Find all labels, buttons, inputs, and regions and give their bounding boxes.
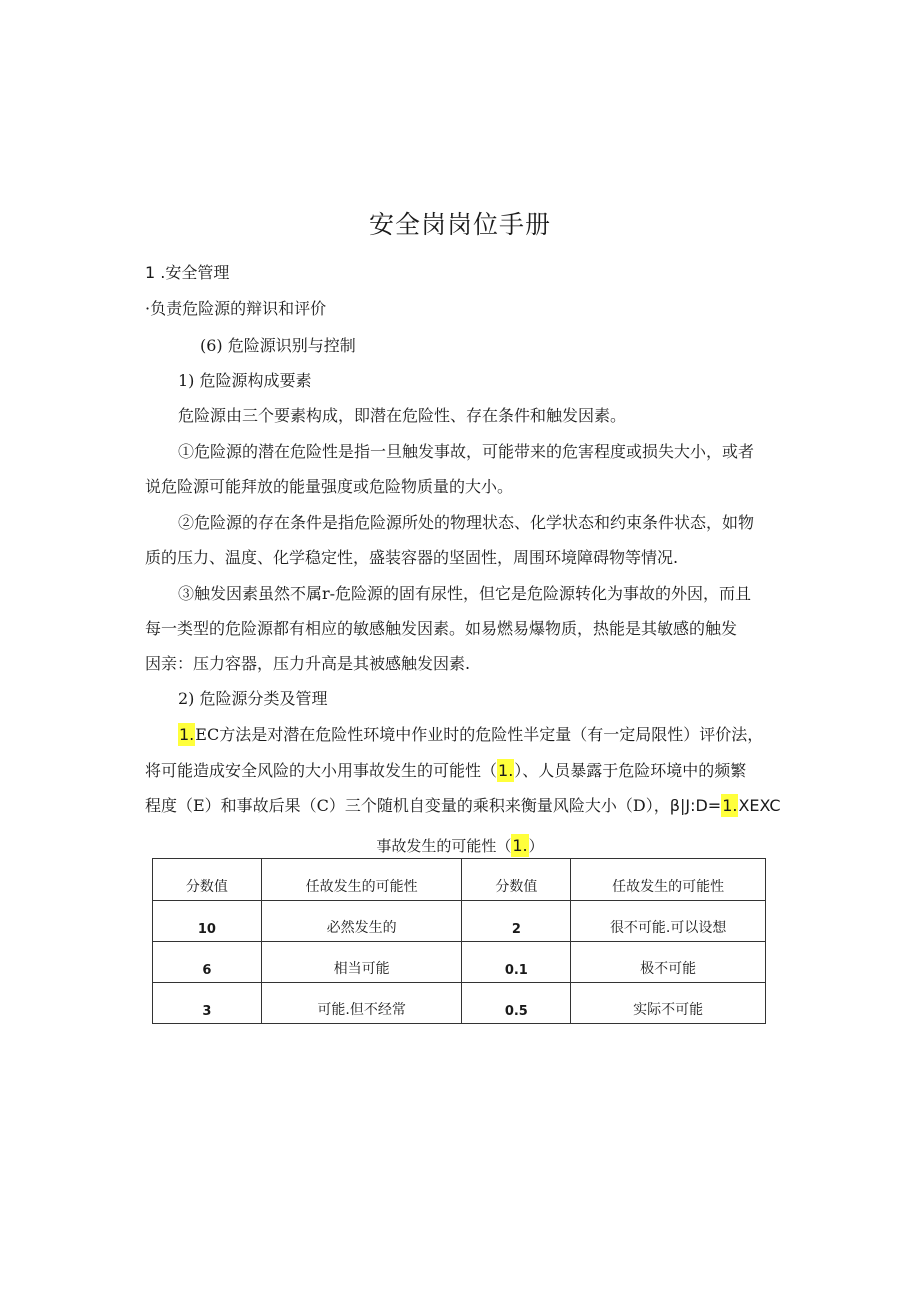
paragraph-1-line-2: 说危险源可能拜放的能量强度或危险物质量的大小。 [145, 477, 514, 496]
table-header-cell: 分数值 [153, 859, 262, 901]
table-row [153, 942, 766, 983]
lec-line-1-text: EC方法是对潜在危险性环境中作业时的危险性半定量（有一定局限性）评价法， [195, 725, 764, 744]
table-header-cell: 分数值 [462, 859, 571, 901]
table-row [153, 901, 766, 942]
table-header-cell: 任故发生的可能性 [571, 859, 766, 901]
likelihood-cell: 相当可能 [261, 942, 461, 983]
lec-line-1 [178, 725, 763, 745]
score-cell: 2 [462, 901, 571, 942]
highlight-mark: 1. [512, 836, 528, 855]
paragraph-3-line-3: 因亲：压力容器，压力升高是其被感触发因素. [145, 654, 471, 673]
paragraph-2-line-1: ②危险源的存在条件是指危险源所处的物理状态、化学状态和约束条件状态，如物 [178, 513, 755, 532]
highlight-mark: 1. [498, 761, 514, 780]
likelihood-cell: 必然发生的 [261, 901, 461, 942]
formula-text: β|J:D= [669, 796, 722, 815]
highlight-mark: 1. [722, 796, 738, 815]
page-title: 安全岗岗位手册 [368, 210, 551, 239]
intro-paragraph: 危险源由三个要素构成，即潜在危险性、存在条件和触发因素。 [178, 406, 627, 425]
caption-text: 事故发生的可能性（ [376, 837, 512, 855]
table-row [153, 983, 766, 1024]
score-cell: 6 [153, 942, 262, 983]
caption-close: ） [528, 837, 544, 855]
section-heading: 1 .安全管理 [145, 263, 230, 282]
lec-line-2-text-b: ）、人员暴露于危险环境中的频繁 [514, 761, 747, 780]
likelihood-cell: 很不可能.可以设想 [571, 901, 766, 942]
bullet-item: ·负责危险源的辩识和评价 [145, 299, 327, 318]
paragraph-2-line-2: 质的压力、温度、化学稳定性，盛装容器的坚固性，周围环境障碍物等情况. [145, 548, 679, 567]
table-header-cell: 任故发生的可能性 [261, 859, 461, 901]
lec-line-2-text-a: 将可能造成安全风险的大小用事故发生的可能性（ [145, 761, 498, 780]
score-cell: 10 [153, 901, 262, 942]
table-caption [0, 835, 920, 856]
likelihood-cell: 极不可能 [571, 942, 766, 983]
subsection-heading: (6) 危险源识别与控制 [200, 336, 356, 355]
score-cell: 3 [153, 983, 262, 1024]
probability-score-table [152, 858, 766, 1024]
lec-line-2 [145, 761, 746, 781]
likelihood-cell: 实际不可能 [571, 983, 766, 1024]
score-cell: 0.5 [462, 983, 571, 1024]
paragraph-1-line-1: ①危险源的潜在危险性是指一旦触发事故，可能带来的危害程度或损失大小，或者 [178, 442, 755, 461]
item-heading-1: 1) 危险源构成要素 [178, 371, 312, 390]
paragraph-3-line-1: ③触发因素虽然不属r-危险源的固有尿性，但它是危险源转化为事故的外因，而且 [178, 584, 752, 603]
lec-line-3-text-a: 程度（E）和事故后果（C）三个随机自变量的乘积来衡量风险大小（D）， [145, 796, 670, 815]
score-cell: 0.1 [462, 942, 571, 983]
item-heading-2: 2) 危险源分类及管理 [178, 689, 328, 708]
likelihood-cell: 可能.但不经常 [261, 983, 461, 1024]
highlight-mark: 1. [179, 725, 195, 744]
paragraph-3-line-2: 每一类型的危险源都有相应的敏感触发因素。如易燃易爆物质，热能是其敏感的触发 [145, 619, 738, 638]
lec-line-3 [145, 796, 781, 816]
table-header-row [153, 859, 766, 901]
formula-tail: XEXC [738, 796, 781, 815]
